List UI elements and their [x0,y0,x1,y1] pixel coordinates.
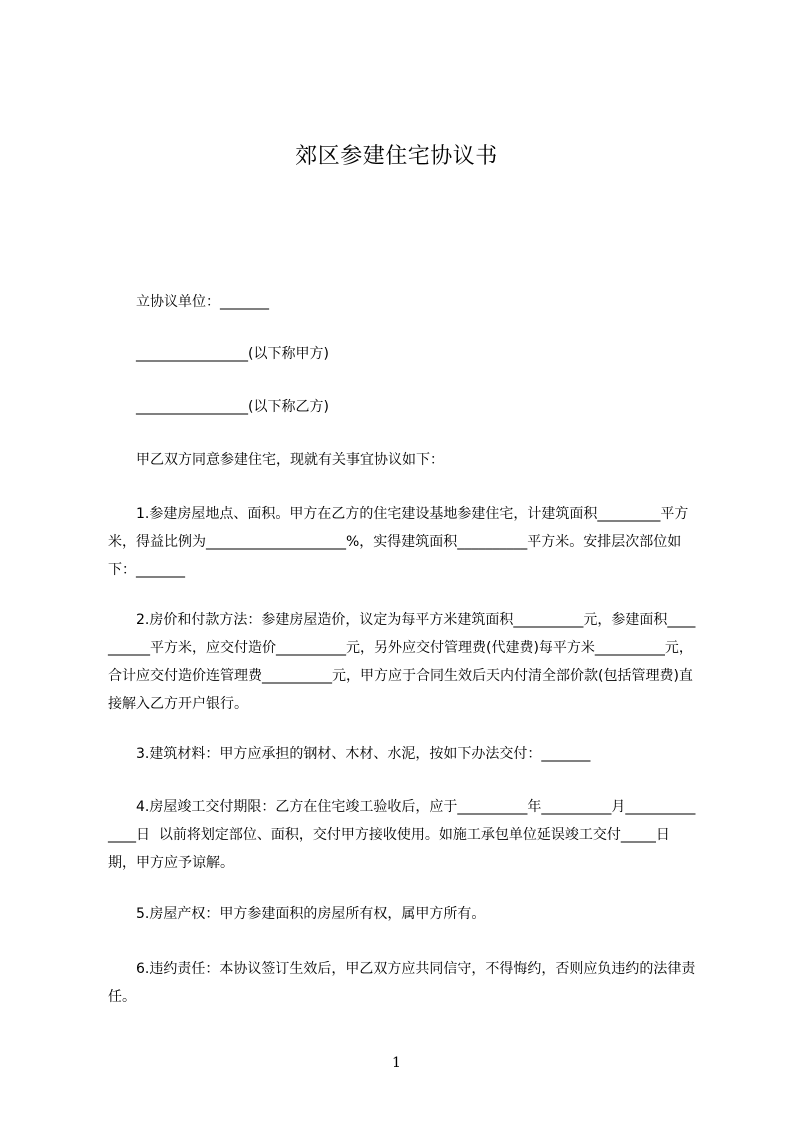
clause-1: 1.参建房屋地点、面积。甲方在乙方的住宅建设基地参建住宅，计建筑面积_________平方米，得益比例为____________________%，实得建筑面积__________平方米。安排层次部位如下：_______ [108,506,689,578]
clause-2: 2.房价和付款方法：参建房屋造价，议定为每平方米建筑面积__________元，参建面积__________平方米，应交付造价__________元，另外应交付管理费(代建费)每平方米__________元，合计应交付造价连管理费__________元，甲方应于合同生效后天内付清全部价款(包括管理费)直接解入乙方开户银行。 [108,612,696,712]
party-line: 立协议单位：_______ [136,294,269,310]
clause-3: 3.建筑材料：甲方应承担的钢材、木材、水泥，按如下办法交付：_______ [136,746,591,762]
intro-paragraph: 甲乙双方同意参建住宅，现就有关事宜协议如下： [136,452,444,468]
clause-5: 5.房屋产权：甲方参建面积的房屋所有权，属甲方所有。 [136,906,486,922]
clause-6: 6.违约责任：本协议签订生效后，甲乙双方应共同信守，不得悔约，否则应负违约的法律责任。 [108,961,696,1005]
page-number: 1 [392,1055,401,1071]
document-title: 郊区参建住宅协议书 [295,144,498,169]
party-a-line: ________________(以下称甲方) [136,346,329,362]
party-b-line: ________________(以下称乙方) [136,399,329,415]
clause-4: 4.房屋竣工交付期限：乙方在住宅竣工验收后，应于__________年__________月______________日 以前将划定部位、面积，交付甲方接收使用。如施工承包单位延误竣工交付_____日 期，甲方应予谅解。 [108,799,696,871]
